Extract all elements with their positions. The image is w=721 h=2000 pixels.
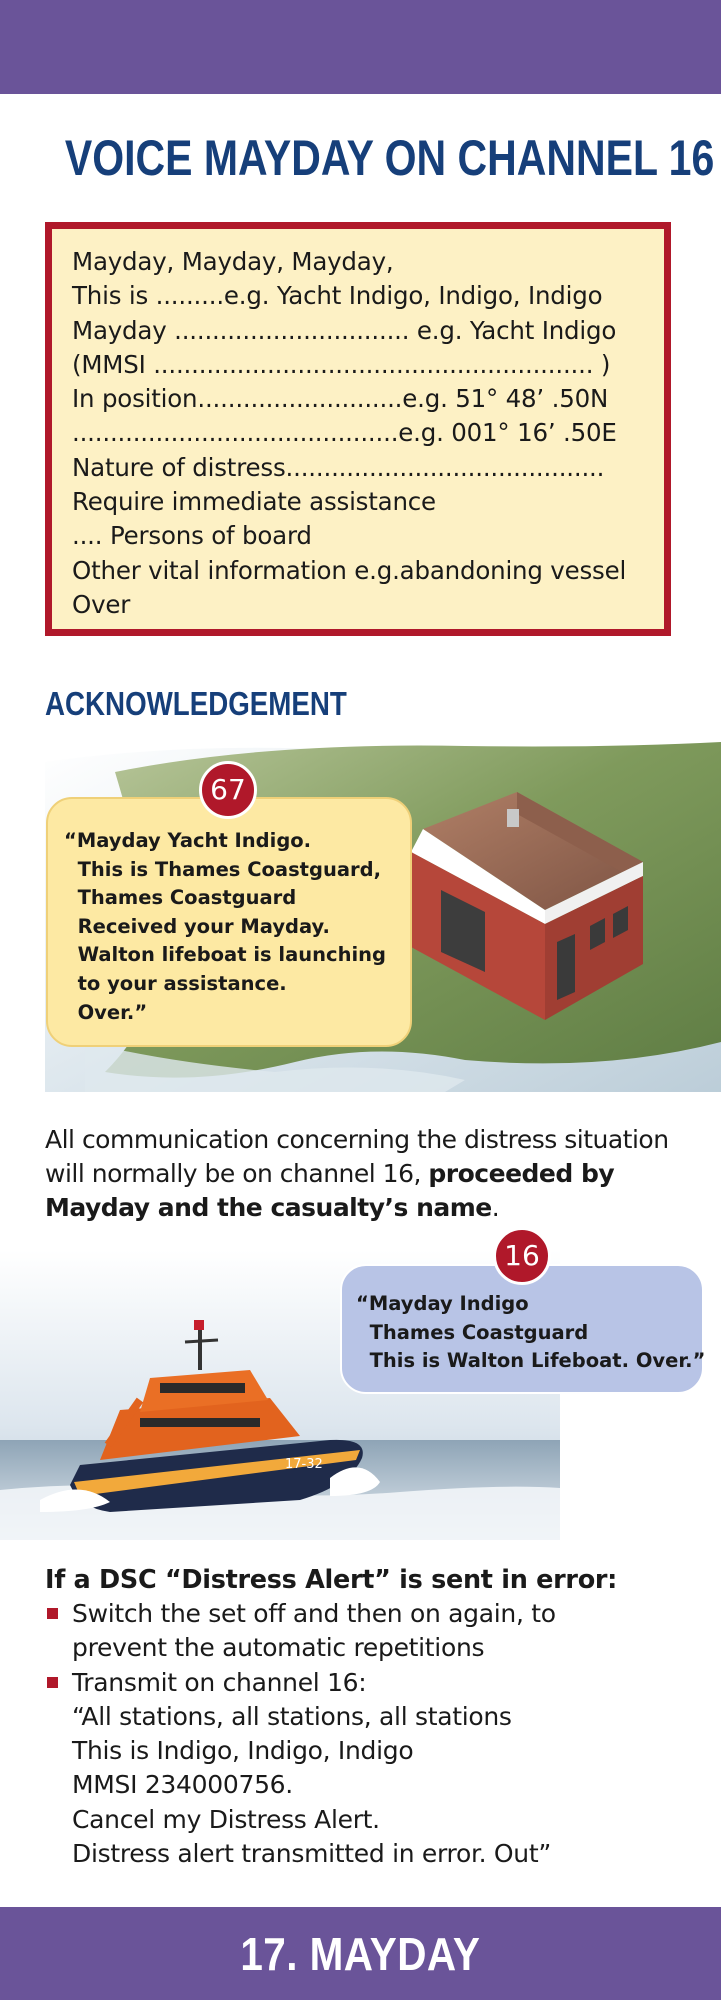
bullet-square-icon <box>47 1677 58 1688</box>
list-item-line: This is Indigo, Indigo, Indigo <box>72 1736 414 1766</box>
lifeboat-message: “Mayday Indigo Thames Coastguard This is Walton Lifeboat. Over.” <box>356 1292 706 1373</box>
list-item <box>45 1597 685 1666</box>
communication-text: All communication concerning the distress situation will normally be on channel 16, <box>45 1125 669 1188</box>
list-item-line: prevent the automatic repetitions <box>72 1633 485 1663</box>
list-item <box>45 1666 685 1872</box>
mayday-line: Require immediate assistance <box>72 487 436 517</box>
list-item-line: Distress alert transmitted in error. Out” <box>72 1839 552 1869</box>
mayday-line: Mayday, Mayday, Mayday, <box>72 247 394 276</box>
dsc-error-list <box>45 1597 685 1871</box>
mayday-line: Other vital information e.g.abandoning vessel <box>72 555 627 585</box>
footer-banner <box>0 1907 721 2000</box>
hull-number: 17-32 <box>285 1457 323 1472</box>
list-item-line: MMSI 234000756. <box>72 1770 293 1800</box>
mayday-line: Over <box>72 589 131 619</box>
channel-badge: 16 <box>493 1227 551 1285</box>
mayday-line: In position...........................e.g. 51° 48’ .50N <box>72 384 609 414</box>
list-item-line: Switch the set off and then on again, to <box>72 1599 556 1628</box>
coastguard-speech-bubble <box>46 797 412 1047</box>
mayday-line: ...........................................e.g. 001° 16’ .50E <box>72 418 617 448</box>
mayday-line: This is .........e.g. Yacht Indigo, Indigo, Indigo <box>72 281 603 311</box>
dsc-error-heading: If a DSC “Distress Alert” is sent in error: <box>45 1565 618 1595</box>
mayday-line: (MMSI .......................................................... ) <box>72 349 611 379</box>
list-item-line: Cancel my Distress Alert. <box>72 1804 380 1834</box>
bullet-square-icon <box>47 1608 58 1619</box>
coastguard-message: “Mayday Yacht Indigo. This is Thames Coastguard, Thames Coastguard Received your Mayday. Walton lifeboat is launching to your assistance. Over.” <box>64 829 386 1024</box>
mayday-call-box <box>45 222 671 636</box>
communication-bold-text: proceeded by Mayday and the casualty’s name <box>45 1159 615 1222</box>
mayday-line: .... Persons of board <box>72 521 312 551</box>
communication-paragraph <box>45 1123 677 1225</box>
footer-title: 17. MAYDAY <box>240 1927 481 1980</box>
mayday-line: Nature of distress.......................................... <box>72 452 605 482</box>
mayday-line: Mayday ............................... e.g. Yacht Indigo <box>72 315 617 345</box>
list-item-line: “All stations, all stations, all stations <box>72 1701 512 1731</box>
acknowledgement-heading: ACKNOWLEDGEMENT <box>45 685 347 722</box>
list-item-line: Transmit on channel 16: <box>72 1667 367 1697</box>
channel-badge: 67 <box>199 761 257 819</box>
communication-period: . <box>491 1193 500 1222</box>
top-banner <box>0 0 721 94</box>
page-title: VOICE MAYDAY ON CHANNEL 16 <box>64 130 715 186</box>
